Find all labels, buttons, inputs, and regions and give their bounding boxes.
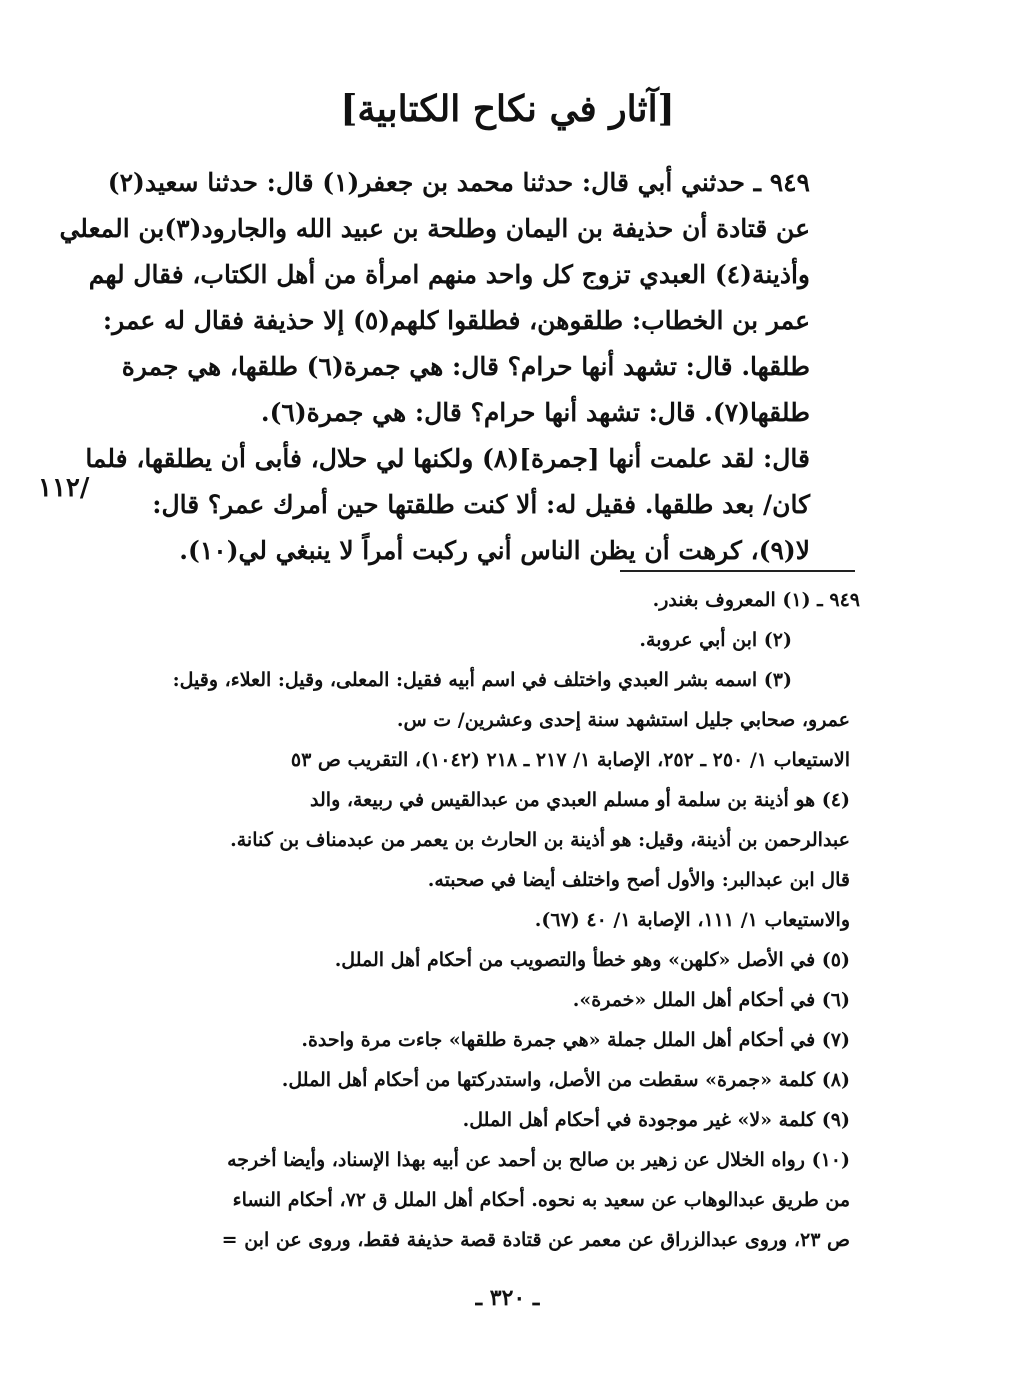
main-line: عمر بن الخطاب: طلقوهن، فطلقوا كلهم(٥) إلا حذيفة فقال له عمر: xyxy=(102,306,810,335)
footnote-line: (٦) في أحكام أهل الملل «خمرة». xyxy=(572,989,850,1011)
main-line: قال: لقد علمت أنها [جمرة](٨) ولكنها لي حلال، فأبى أن يطلقها، فلما xyxy=(85,444,810,473)
footnote-line: (٢) ابن أبي عروبة. xyxy=(639,629,792,651)
main-line: طلقها. قال: تشهد أنها حرام؟ قال: هي جمرة(٦) طلقها، هي جمرة xyxy=(121,352,810,381)
main-line: وأذينة(٤) العبدي تزوج كل واحد منهم امرأة من أهل الكتاب، فقال لهم xyxy=(88,260,810,289)
footnote-line: (٤) هو أذينة بن سلمة أو مسلم العبدي من عبدالقيس في ربيعة، والد xyxy=(310,789,850,811)
footnote-line: والاستيعاب ١/ ١١١، الإصابة ١/ ٤٠ (٦٧). xyxy=(534,909,850,931)
main-line: كان/ بعد طلقها. فقيل له: ألا كنت طلقتها حين أمرك عمر؟ قال: xyxy=(152,490,810,519)
page-number: ـ ٣٢٠ ـ xyxy=(475,1285,540,1311)
footnote-line: (٨) كلمة «جمرة» سقطت من الأصل، واستدركتها من أحكام أهل الملل. xyxy=(281,1069,850,1091)
footnote-line: (٧) في أحكام أهل الملل جملة «هي جمرة طلقها» جاءت مرة واحدة. xyxy=(301,1029,850,1051)
main-line: ٩٤٩ ـ حدثني أبي قال: حدثنا محمد بن جعفر(١) قال: حدثنا سعيد(٢) xyxy=(107,168,810,197)
footnote-line: عبدالرحمن بن أذينة، وقيل: هو أذينة بن الحارث بن يعمر من عبدمناف بن كنانة. xyxy=(230,829,850,851)
footnote-line: عمرو، صحابي جليل استشهد سنة إحدى وعشرين/ ت س. xyxy=(396,709,850,731)
main-line: طلقها(٧). قال: تشهد أنها حرام؟ قال: هي جمرة(٦). xyxy=(260,398,810,427)
footnote-line: (١٠) رواه الخلال عن زهير بن صالح بن أحمد عن أبيه بهذا الإسناد، وأيضا أخرجه xyxy=(227,1149,850,1171)
footnote-line: (٩) كلمة «لا» غير موجودة في أحكام أهل الملل. xyxy=(462,1109,850,1131)
main-line: لا(٩)، كرهت أن يظن الناس أني ركبت أمراً لا ينبغي لي(١٠). xyxy=(179,536,810,565)
margin-page-reference: /١١٢ xyxy=(38,473,90,503)
footnote-line: (٣) اسمه بشر العبدي واختلف في اسم أبيه فقيل: المعلى، وقيل: العلاء، وقيل: xyxy=(172,669,792,691)
footnote-line: قال ابن عبدالبر: والأول أصح واختلف أيضا في صحبته. xyxy=(427,869,850,891)
footnote-line: (٥) في الأصل «كلهن» وهو خطأ والتصويب من أحكام أهل الملل. xyxy=(334,949,850,971)
footnote-line: الاستيعاب ١/ ٢٥٠ ـ ٢٥٢، الإصابة ١/ ٢١٧ ـ ٢١٨ (١٠٤٢)، التقريب ص ٥٣ xyxy=(290,749,850,771)
footnotes xyxy=(115,580,860,1260)
footnote-line: ص ٢٣، وروى عبدالزراق عن معمر عن قتادة قصة حذيفة فقط، وروى عن ابن = xyxy=(221,1229,850,1251)
footnote-separator xyxy=(620,570,855,572)
footnote-line: من طريق عبدالوهاب عن سعيد به نحوه. أحكام أهل الملل ق ٧٢، أحكام النساء xyxy=(232,1189,850,1211)
main-line: عن قتادة أن حذيفة بن اليمان وطلحة بن عبيد الله والجارود(٣)بن المعلي xyxy=(59,214,810,243)
section-title: [آثار في نكاح الكتابية] xyxy=(340,88,675,130)
footnote-line: ٩٤٩ ـ (١) المعروف بغندر. xyxy=(652,589,860,611)
